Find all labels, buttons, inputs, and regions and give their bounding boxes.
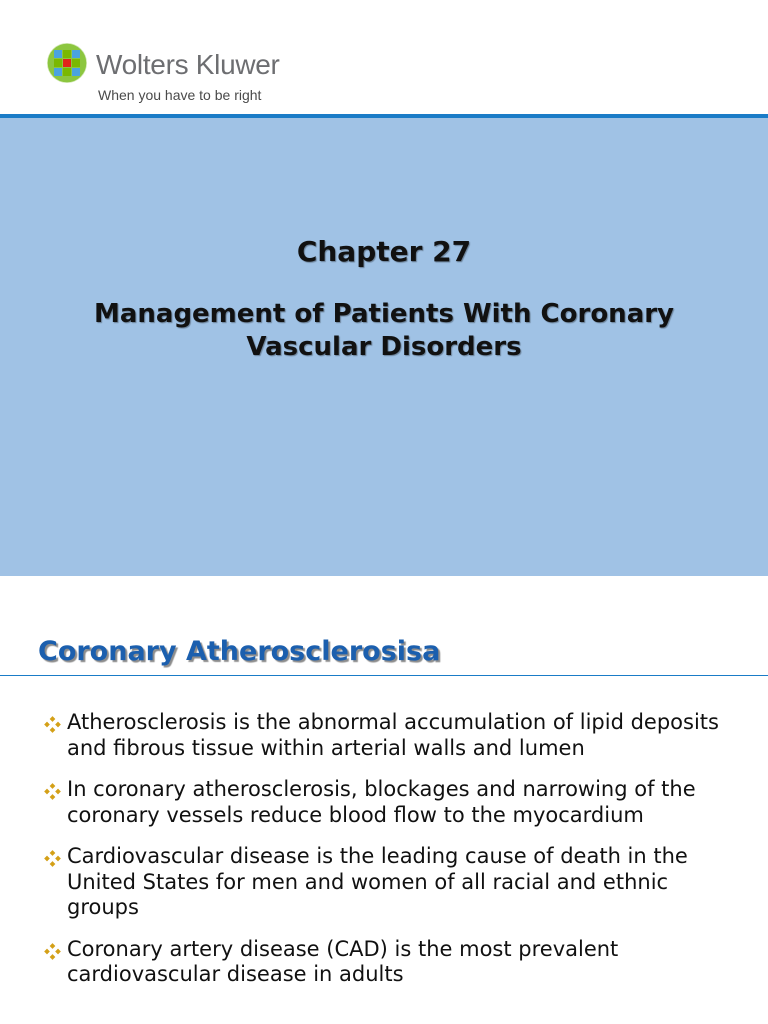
content-slide <box>0 576 768 1024</box>
bullet-text: Cardiovascular disease is the leading cause of death in the United States for men and women of all racial and ethnic groups <box>67 844 688 919</box>
bullet-text: Atherosclerosis is the abnormal accumulation of lipid deposits and fibrous tissue within arterial walls and lumen <box>67 710 719 760</box>
brand-tagline: When you have to be right <box>98 87 262 103</box>
bullet-text: In coronary atherosclerosis, blockages and narrowing of the coronary vessels reduce blood flow to the myocardium <box>67 777 696 827</box>
chapter-title: Management of Patients With Coronary Vascular Disorders <box>93 299 675 362</box>
bullet-list <box>44 710 744 1004</box>
brand-name: Wolters Kluwer <box>96 49 280 80</box>
diamond-bullet-icon <box>44 783 61 800</box>
bullet-item <box>44 844 744 921</box>
bullet-item <box>44 777 744 828</box>
chapter-label: Chapter 27 <box>296 235 472 268</box>
title-panel <box>0 118 768 576</box>
bullet-item <box>44 710 744 761</box>
diamond-bullet-icon <box>44 716 61 733</box>
bullet-text: Coronary artery disease (CAD) is the most prevalent cardiovascular disease in adults <box>67 936 619 986</box>
diamond-bullet-icon <box>44 943 61 960</box>
wolters-kluwer-logo-icon <box>46 42 88 84</box>
diamond-bullet-icon <box>44 850 61 867</box>
slide-heading: Coronary Atherosclerosisa <box>38 636 441 667</box>
slide-header <box>0 0 768 114</box>
bullet-item <box>44 937 744 988</box>
heading-divider <box>0 675 768 676</box>
